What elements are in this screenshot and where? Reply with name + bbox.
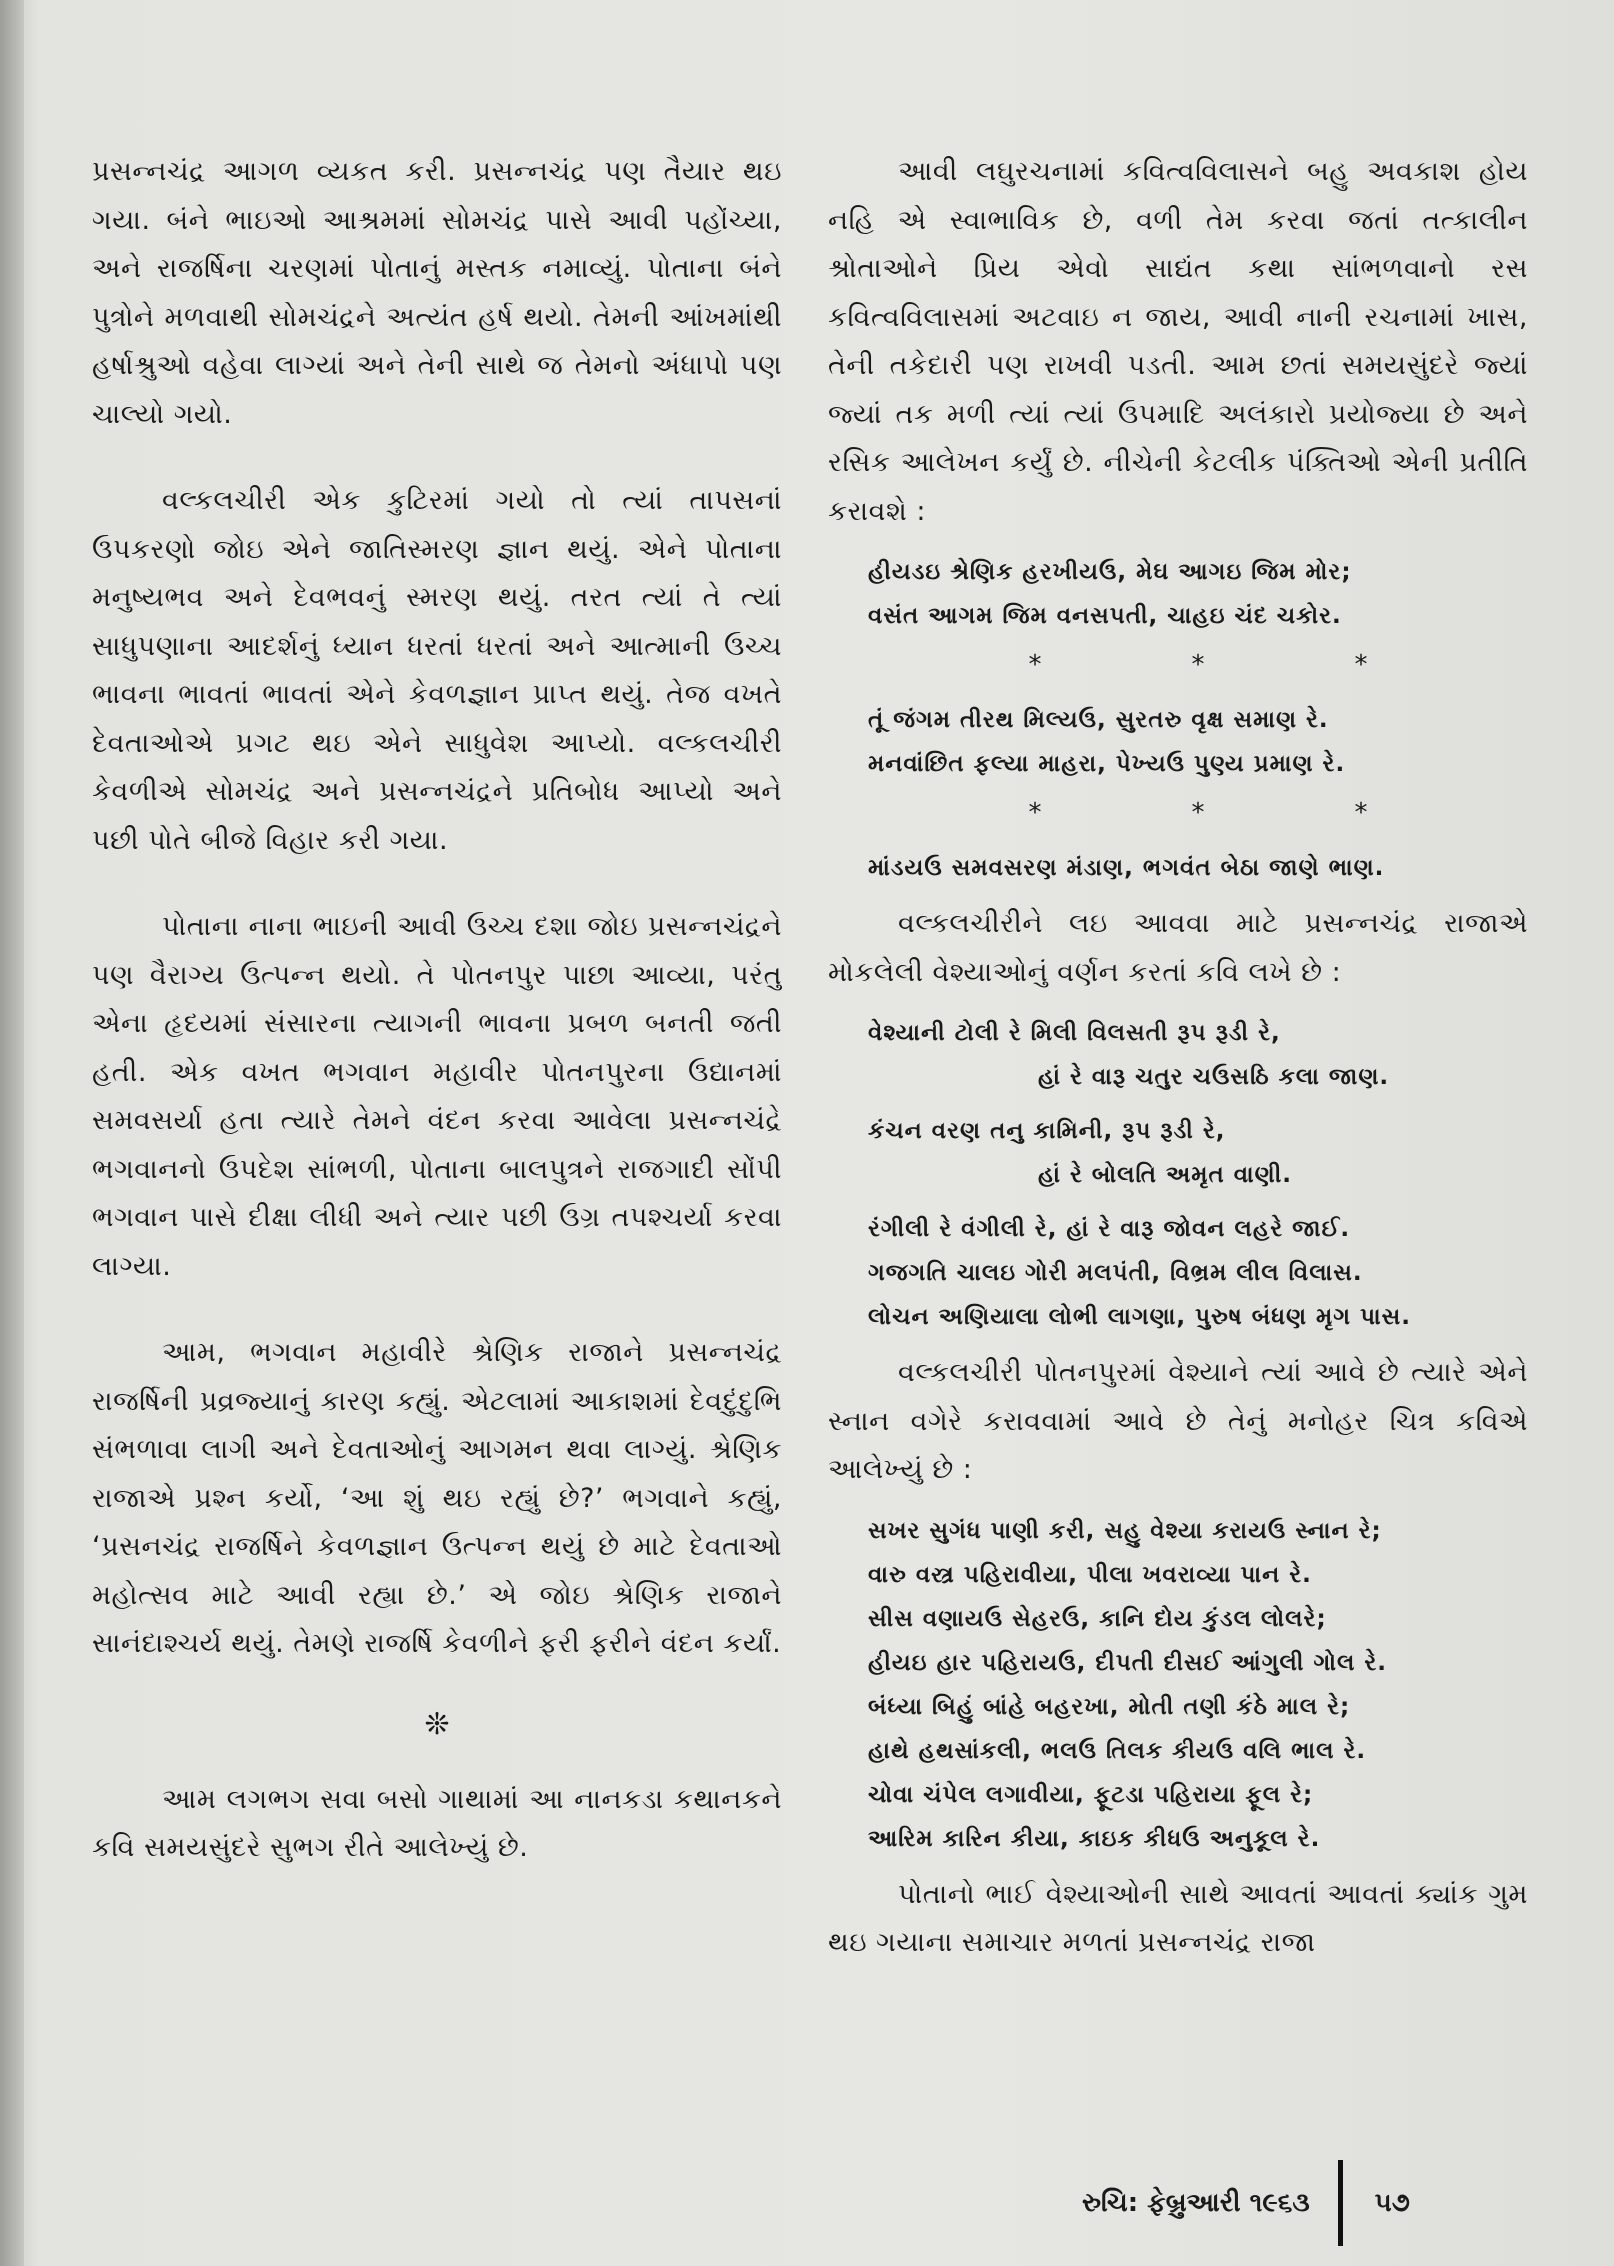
footer-divider xyxy=(1338,2160,1343,2246)
paragraph: આમ, ભગવાન મહાવીરે શ્રેણિક રાજાને પ્રસન્નચંદ્ર રાજર્ષિની પ્રવ્રજ્યાનું કારણ કહ્યું. એટલામાં આકાશમાં દેવદુંદુભિ સંભળાવા લાગી અને દેવતાઓનું આગમન થવા લાગ્યું. શ્રેણિક રાજાએ પ્રશ્ન કર્યો, ‘આ શું થઇ રહ્યું છે?’ ભગવાને કહ્યું, ‘પ્રસનચંદ્ર રાજર્ષિને કેવળજ્ઞાન ઉત્પન્ન થયું છે માટે દેવતાઓ મહોત્સવ માટે આવી રહ્યા છે.’ એ જોઇ શ્રેણિક રાજાને સાનંદાશ્ચર્ય થયું. તેમણે રાજર્ષિ કેવળીને ફરી ફરીને વંદન કર્યાં. xyxy=(92,1337,782,1659)
verse-line: તૂં જંગમ તીરથ મિલ્યઉ, સુરતરુ વૃક્ષ સમાણ રે. xyxy=(868,707,1329,733)
paragraph: પ્રસન્નચંદ્ર આગળ વ્યકત કરી. પ્રસન્નચંદ્ર પણ તૈયાર થઇ ગયા. બંને ભાઇઓ આશ્રમમાં સોમચંદ્ર પાસે આવી પહોંચ્યા, અને રાજર્ષિના ચરણમાં પોતાનું મસ્તક નમાવ્યું. પોતાના બંને પુત્રોને મળવાથી સોમચંદ્રને અત્યંત હર્ષ થયો. તેમની આંખમાંથી હર્ષાશ્રુઓ વહેવા લાગ્યાં અને તેની સાથે જ તેમનો અંધાપો પણ ચાલ્યો ગયો. xyxy=(92,156,782,430)
star: * xyxy=(1354,650,1368,680)
verse-line: મનવાંછિત ફલ્યા માહરા, પેખ્યઉ પુણ્ય પ્રમાણ રે. xyxy=(868,751,1346,777)
verse-line: વસંત આગમ જિમ વનસપતી, ચાહઇ ચંદ ચકોર. xyxy=(868,603,1342,629)
binding-edge xyxy=(0,0,24,2266)
star: * xyxy=(1028,798,1042,828)
verse-block xyxy=(828,1207,1528,1339)
verse-line: માંડયઉ સમવસરણ મંડાણ, ભગવંત બેઠા જાણે ભાણ. xyxy=(868,855,1385,881)
verse-block xyxy=(828,698,1528,786)
verse-line: હાં રે વારૂ ચતુર ચઉસઠિ કલા જાણ. xyxy=(1038,1064,1390,1090)
verse-line: ગજગતિ ચાલઇ ગોરી મલપંતી, વિભ્રમ લીલ વિલાસ. xyxy=(868,1260,1363,1286)
verse-line: ચોવા ચંપેલ લગાવીયા, ફૂટડા પહિરાયા ફૂલ રે; xyxy=(868,1781,1314,1808)
verse-block xyxy=(828,1011,1528,1099)
verse-line: હાથે હથસાંકલી, ભલઉ તિલક કીયઉ વલિ ભાલ રે. xyxy=(868,1737,1367,1764)
verse-line: બંધ્યા બિહું બાંહે બહરખા, મોતી તણી કંઠે માલ રે; xyxy=(868,1693,1351,1720)
paragraph: પોતાના નાના ભાઇની આવી ઉચ્ચ દશા જોઇ પ્રસન્નચંદ્રને પણ વૈરાગ્ય ઉત્પન્ન થયો. તે પોતનપુર પાછા આવ્યા, પરંતુ એના હૃદયમાં સંસારના ત્યાગની ભાવના પ્રબળ બનતી જતી હતી. એક વખત ભગવાન મહાવીર પોતનપુરના ઉદ્યાનમાં સમવસર્યા હતા ત્યારે તેમને વંદન કરવા આવેલા પ્રસન્નચંદ્રે ભગવાનનો ઉપદેશ સાંભળી, પોતાના બાલપુત્રને રાજગાદી સોંપી ભગવાન પાસે દીક્ષા લીધી અને ત્યાર પછી ઉગ્ર તપશ્ચર્યા કરવા લાગ્યા. xyxy=(92,911,782,1282)
verse-separator xyxy=(828,798,1528,828)
verse-line: રંગીલી રે વંગીલી રે, હાં રે વારૂ જોવન લહરે જાઈ. xyxy=(868,1216,1351,1242)
verse-separator xyxy=(828,650,1528,680)
verse-line: હાં રે બોલતિ અમૃત વાણી. xyxy=(1038,1162,1293,1188)
paragraph: વલ્કલચીરીને લઇ આવવા માટે પ્રસન્નચંદ્ર રાજાએ મોકલેલી વેશ્યાઓનું વર્ણન કરતાં કવિ લખે છે : xyxy=(828,908,1528,988)
star: * xyxy=(1028,650,1042,680)
star: * xyxy=(1354,798,1368,828)
paragraph: આમ લગભગ સવા બસો ગાથામાં આ નાનકડા કથાનકને કવિ સમયસુંદરે સુભગ રીતે આલેખ્યું છે. xyxy=(92,1783,782,1863)
paragraph: આવી લઘુરચનામાં કવિત્વવિલાસને બહુ અવકાશ હોય નહિ એ સ્વાભાવિક છે, વળી તેમ કરવા જતાં તત્કાલીન શ્રોતાઓને પ્રિય એવો સાદ્યંત કથા સાંભળવાનો રસ કવિત્વવિલાસમાં અટવાઇ ન જાય, આવી નાની રચનામાં ખાસ, તેની તકેદારી પણ રાખવી પડતી. આમ છતાં સમયસુંદરે જ્યાં જ્યાં તક મળી ત્યાં ત્યાં ઉપમાદિ અલંકારો પ્રયોજ્યા છે અને રસિક આલેખન કર્યું છે. નીચેની કેટલીક પંક્તિઓ એની પ્રતીતિ કરાવશે : xyxy=(828,156,1528,527)
verse-line: વેશ્યાની ટોલી રે મિલી વિલસતી રૂપ રૂડી રે, xyxy=(868,1020,1281,1046)
page-number: ૫૭ xyxy=(1374,2187,1410,2218)
section-separator: ❊ xyxy=(424,1706,450,1742)
verse-block xyxy=(828,1109,1528,1197)
page-footer xyxy=(1082,2160,1410,2246)
verse-line: સખર સુગંધ પાણી કરી, સહુ વેશ્યા કરાયઉ સ્નાન રે; xyxy=(868,1517,1382,1544)
right-column xyxy=(828,148,1528,2006)
verse-line: આરિમ કારિન કીયા, કાઇક કીધઉ અનુકૂલ રે. xyxy=(868,1825,1321,1852)
issue-label: રુચિ: ફેબ્રુઆરી ૧૯૬૩ xyxy=(1082,2187,1310,2218)
left-column xyxy=(92,148,782,1911)
verse-line: લોચન અણિયાલા લોભી લાગણા, પુરુષ બંધણ મૃગ પાસ. xyxy=(868,1304,1412,1330)
verse-block xyxy=(828,846,1528,890)
verse-block xyxy=(828,550,1528,638)
paragraph: પોતાનો ભાઈ વેશ્યાઓની સાથે આવતાં આવતાં ક્યાંક ગુમ થઇ ગયાના સમાચાર મળતાં પ્રસન્નચંદ્ર રાજા xyxy=(828,1878,1528,1958)
verse-line: વારુ વસ્ત્ર પહિરાવીયા, પીલા ખવરાવ્યા પાન રે. xyxy=(868,1561,1312,1588)
verse-line: સીસ વણાયઉ સેહરઉ, કાનિ દોય કુંડલ લોલરે; xyxy=(868,1605,1327,1632)
verse-line: કંચન વરણ તનુ કામિની, રૂપ રૂડી રે, xyxy=(868,1118,1226,1144)
star: * xyxy=(1191,798,1205,828)
paragraph: વલ્કલચીરી એક કુટિરમાં ગયો તો ત્યાં તાપસનાં ઉપકરણો જોઇ એને જાતિસ્મરણ જ્ઞાન થયું. એને પોતાના મનુષ્યભવ અને દેવભવનું સ્મરણ થયું. તરત ત્યાં તે ત્યાં સાધુપણાના આદર્શનું ધ્યાન ધરતાં ધરતાં અને આત્માની ઉચ્ચ ભાવના ભાવતાં ભાવતાં એને કેવળજ્ઞાન પ્રાપ્ત થયું. તેજ વખતે દેવતાઓએ પ્રગટ થઇ એને સાધુવેશ આપ્યો. વલ્કલચીરી કેવળીએ સોમચંદ્ર અને પ્રસન્નચંદ્રને પ્રતિબોધ આપ્યો અને પછી પોતે બીજે વિહાર કરી ગયા. xyxy=(92,485,782,856)
verse-line: હીયઇ હાર પહિરાયઉ, દીપતી દીસઈ આંગુલી ગોલ રે. xyxy=(868,1649,1388,1676)
star: * xyxy=(1191,650,1205,680)
paragraph: વલ્કલચીરી પોતનપુરમાં વેશ્યાને ત્યાં આવે છે ત્યારે એને સ્નાન વગેરે કરાવવામાં આવે છે તેનું મનોહર ચિત્ર કવિએ આલેખ્યું છે : xyxy=(828,1357,1528,1485)
verse-line: હીયડઇ શ્રેણિક હરખીયઉ, મેઘ આગઇ જિમ મોર; xyxy=(868,559,1352,585)
verse-block xyxy=(828,1509,1528,1861)
